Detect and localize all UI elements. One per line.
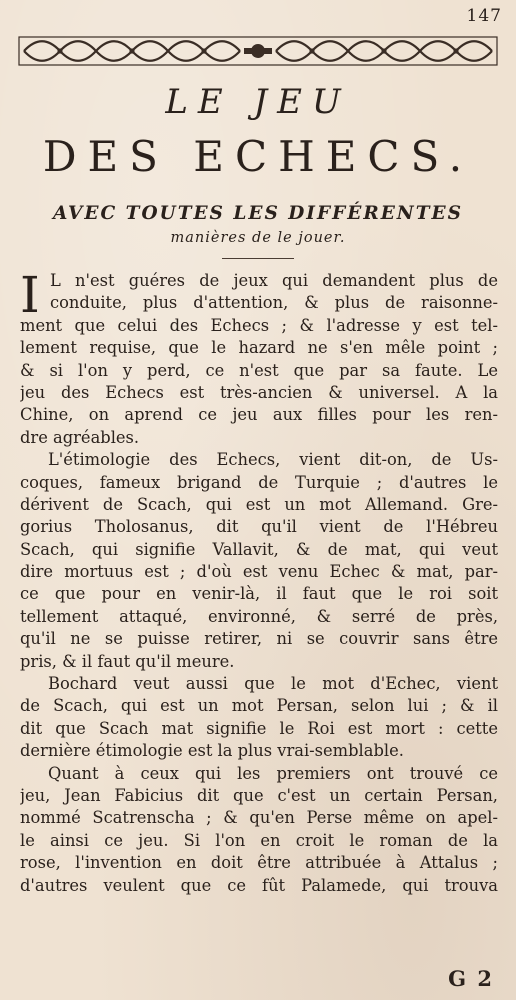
text-line: jeu, Jean Fabicius dit que c'est un certain Persan, (20, 785, 498, 805)
text-line: coques, fameux brigand de Turquie ; d'autres le (20, 472, 498, 492)
text-line: nommé Scatrenscha ; & qu'en Perse même on apel- (20, 808, 498, 828)
text-line: Quant à ceux qui les premiers ont trouvé ce (48, 763, 498, 783)
text-line: qu'il ne se puisse retirer, ni se couvrir sans être (20, 629, 498, 649)
ornament-border (18, 34, 498, 68)
title-line-2: DES ECHECS. (42, 132, 474, 181)
text-line: & si l'on y perd, ce n'est que par sa faute. Le (20, 360, 498, 380)
subtitle: AVEC TOUTES LES DIFFÉRENTES (53, 203, 463, 224)
text-line: ce que pour en venir-là, il faut que le roi soit (20, 584, 498, 604)
text-line: ment que celui des Echecs ; & l'adresse y est tel- (20, 315, 498, 335)
text-line: conduite, plus d'attention, & plus de raisonne- (50, 293, 498, 313)
text-line: dre agréables. (20, 427, 140, 447)
text-line: Chine, on aprend ce jeu aux filles pour les ren- (20, 405, 498, 425)
text-line: de Scach, qui est un mot Persan, selon lui ; & il (20, 696, 498, 716)
text-line: rose, l'invention en doit être attribuée à Attalus ; (20, 853, 498, 873)
text-line: dire mortuus est ; d'où est venu Echec & mat, par- (20, 562, 498, 582)
subtitle-2: manières de le jouer. (170, 230, 346, 246)
text-line: Bochard veut aussi que le mot d'Echec, vient (48, 674, 498, 694)
title-rule (222, 258, 294, 259)
title-line-1: LE JEU (165, 82, 351, 122)
text-line: gorius Tholosanus, dit qu'il vient de l'Hébreu (20, 517, 498, 537)
text-line: dernière étimologie est la plus vrai-semblable. (20, 741, 404, 761)
signature-mark: G 2 (448, 966, 494, 991)
text-line: le ainsi ce jeu. Si l'on en croit le roman de la (20, 830, 498, 850)
text-line: tellement attaqué, environné, & serré de près, (20, 606, 498, 626)
text-line: d'autres veulent que ce fût Palamede, qui trouva (20, 875, 498, 895)
text-line: dit que Scach mat signifie le Roi est mort : cette (20, 718, 498, 738)
text-line: lement requise, que le hazard ne s'en mêle point ; (20, 338, 498, 358)
body-text (20, 266, 498, 897)
page-number: 147 (466, 6, 502, 26)
text-line: L'étimologie des Echecs, vient dit-on, de Us- (48, 450, 498, 470)
dropcap: I (20, 266, 40, 324)
text-line: jeu des Echecs est très-ancien & universel. A la (20, 382, 498, 402)
text-line: L n'est guéres de jeux qui demandent plus de (50, 271, 498, 290)
text-line: dérivent de Scach, qui est un mot Allemand. Gre- (20, 494, 498, 514)
text-line: Scach, qui signifie Vallavit, & de mat, qui veut (20, 539, 498, 559)
text-line: pris, & il faut qu'il meure. (20, 651, 235, 671)
